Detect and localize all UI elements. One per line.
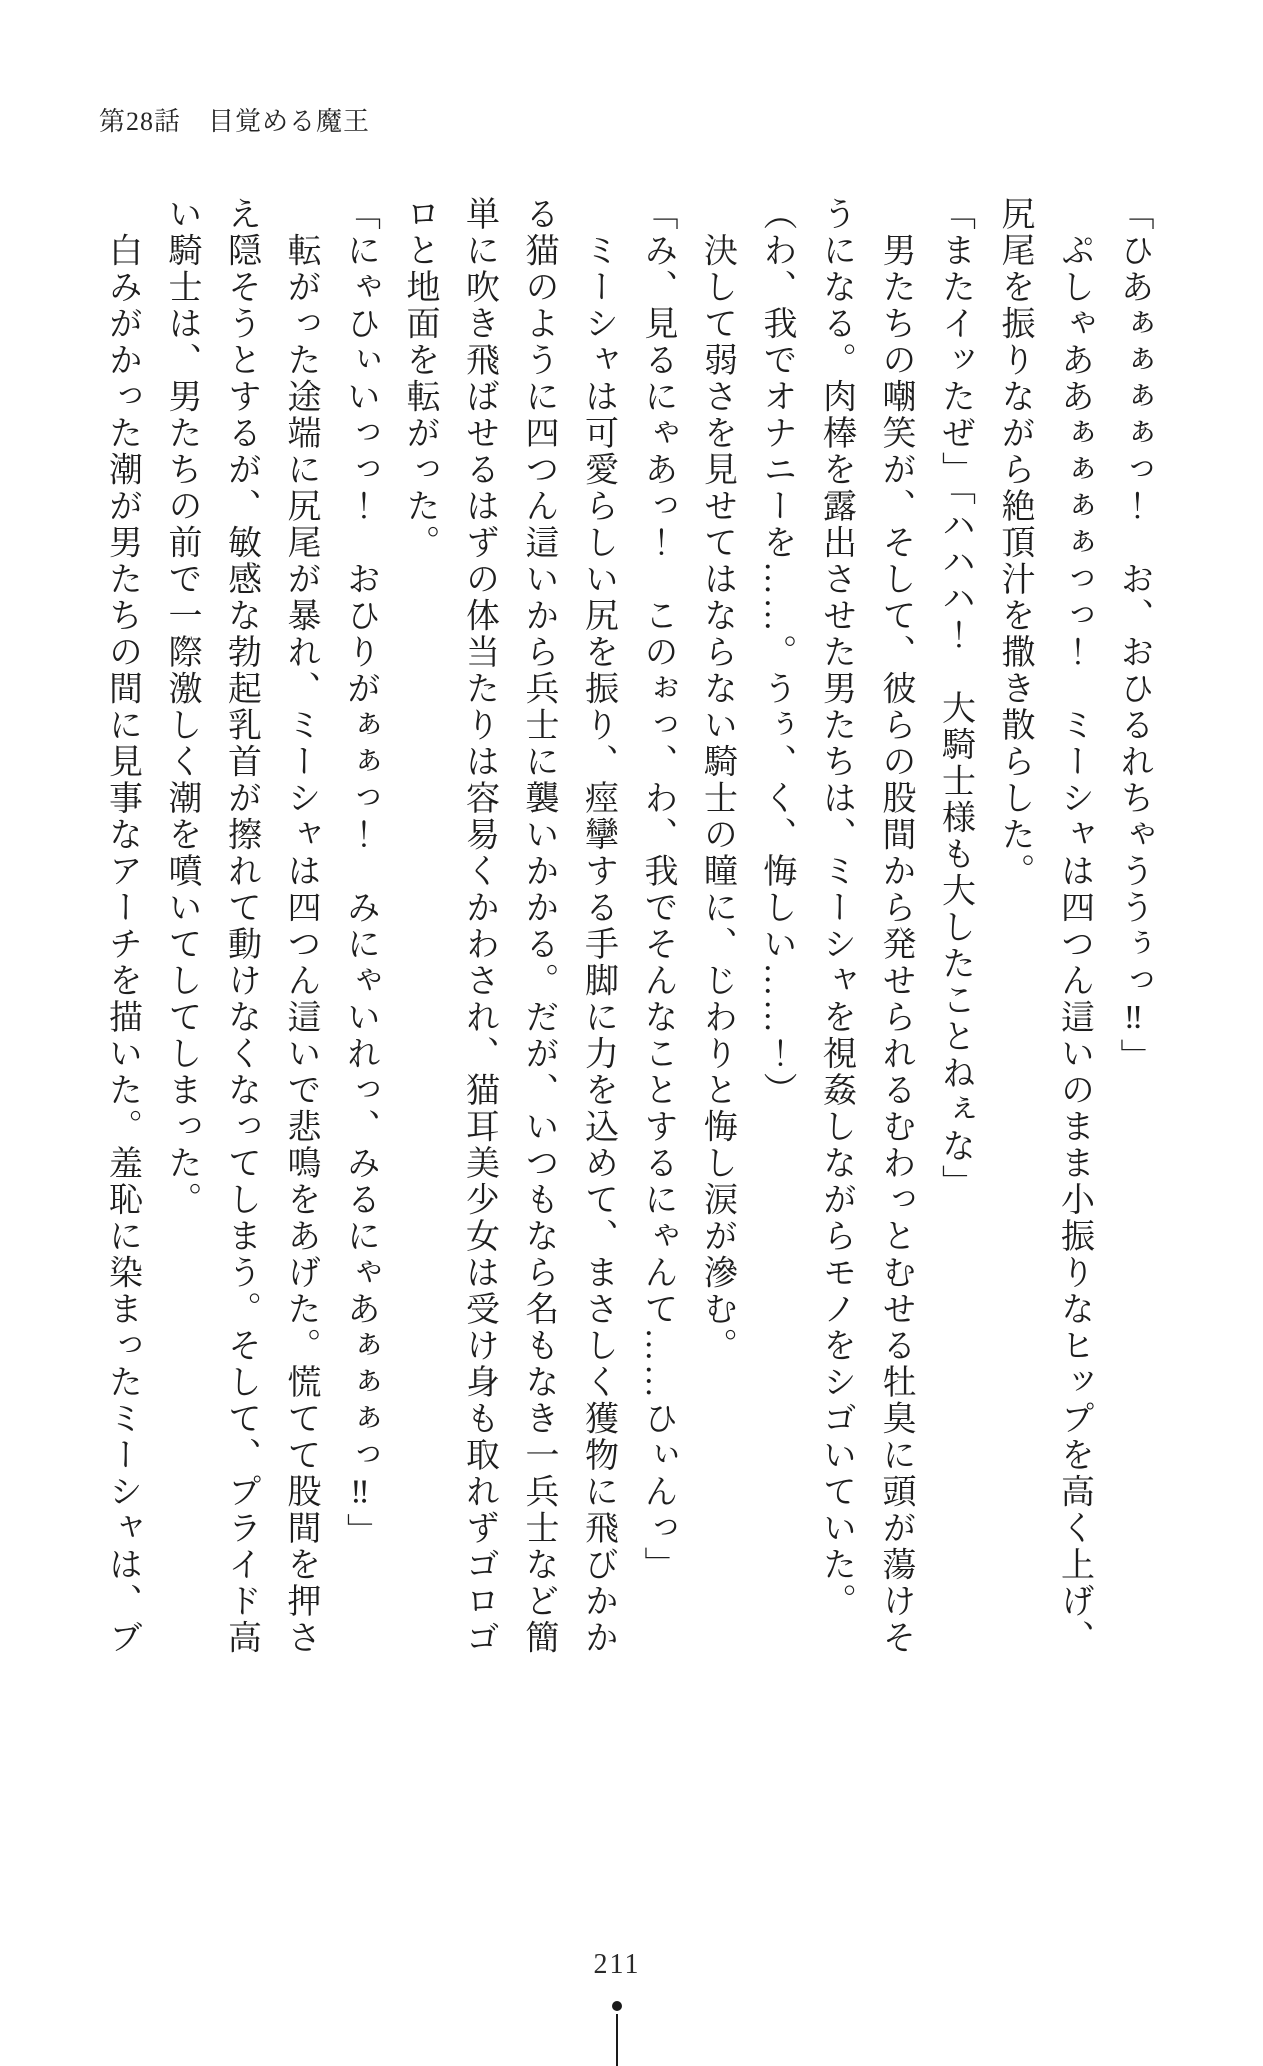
text-column: 単に吹き飛ばせるはずの体当たりは容易くかわされ、猫耳美少女は受け身も取れずゴロゴ [460,196,498,1656]
text-column: ロと地面を転がった。 [401,196,438,561]
text-column: （わ、我でオナニーを……。うぅ、く、悔しい……！） [758,196,795,1109]
text-column: うになる。肉棒を露出させた男たちは、ミーシャを視姦しながらモノをシゴいていた。 [817,196,855,1620]
text-column: 尻尾を振りながら絶頂汁を撒き散らした。 [996,196,1033,890]
page-body-text [92,196,1163,1664]
text-column: 「またイッたぜ」「ハハハ！ 大騎士様も大したことねぇな」 [936,196,974,1201]
text-column: 「み、見るにゃあっ！ このぉっ、わ、我でそんなことするにゃんて……ひぃんっ」 [639,196,676,1583]
text-column: 「にゃひぃいっっ！ おひりがぁぁっ！ みにゃいれっ、みるにゃあぁぁぁっ‼」 [341,196,379,1550]
text-column: 男たちの嘲笑が、そして、彼らの股間から発せられるむわっとむせる牡臭に頭が蕩けそ [877,196,914,1656]
text-column: 白みがかった潮が男たちの間に見事なアーチを描いた。羞恥に染まったミーシャは、ブ [103,196,141,1656]
fold-mark-dot-icon [612,2001,622,2011]
text-column: 転がった途端に尻尾が暴れ、ミーシャは四つん這いで悲鳴をあげた。慌てて股間を押さ [282,196,319,1656]
text-column: ミーシャは可愛らしい尻を振り、痙攣する手脚に力を込めて、まさしく獲物に飛びかか [579,196,617,1656]
fold-mark-line [616,2014,618,2066]
text-column: い騎士は、男たちの前で一際激しく潮を噴いてしてしまった。 [163,196,200,1218]
text-column: 決して弱さを見せてはならない騎士の瞳に、じわりと悔し涙が滲む。 [698,196,736,1364]
chapter-header: 第28話 目覚める魔王 [99,107,371,136]
text-column: ぷしゃああぁぁぁぁっっ！ ミーシャは四つん這いのまま小振りなヒップを高く上げ、 [1055,196,1093,1656]
text-column: る猫のように四つん這いから兵士に襲いかかる。だが、いつもなら名もなき一兵士など簡 [520,196,557,1656]
page-number: 211 [593,1949,641,1980]
text-column: え隠そうとするが、敏感な勃起乳首が擦れて動けなくなってしまう。そして、プライド高 [222,196,260,1656]
text-column: 「ひあぁぁぁぁっ！ お、おひるれちゃううぅっ‼」 [1115,196,1152,1075]
